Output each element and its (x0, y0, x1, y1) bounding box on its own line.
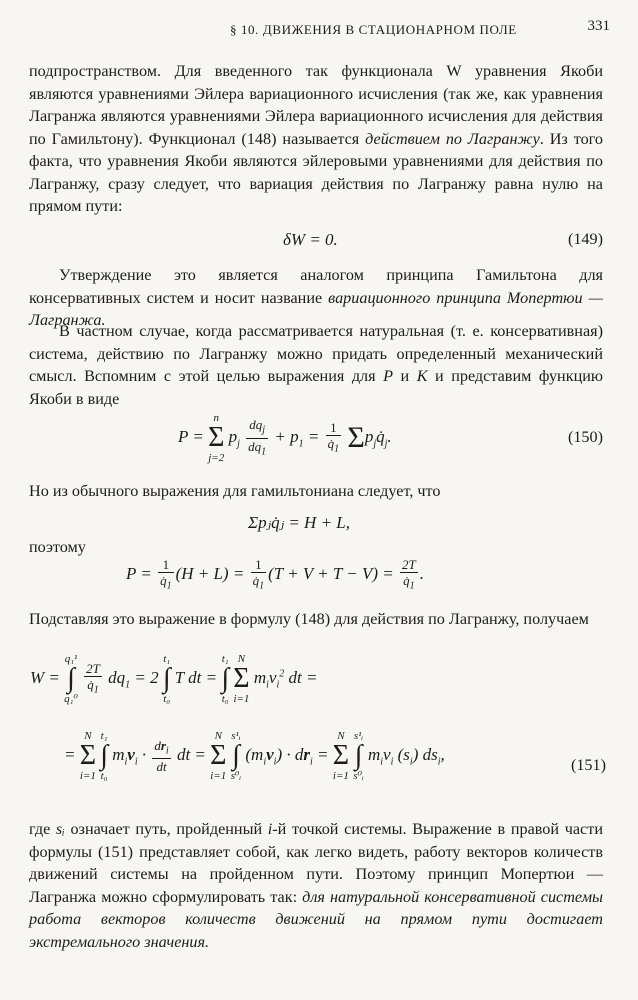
paragraph-7-text-b: означает путь, пройденный (64, 820, 268, 838)
term-lagrange-action: действием по Лагранжу (365, 129, 540, 148)
paragraph-1-text-b: . Из того факта, что уравнения Якоби являются эйлеровыми уравнениями для действия по Лагранжу, сразу следует, что вариация действия по Лагранжу равна нулю на прямом пути: (29, 129, 604, 215)
page-header (0, 14, 638, 40)
paragraph-4: Но из обычного выражения для гамильтониана следует, что (29, 482, 441, 500)
term-variational-principle: вариационного принципа Мопертюи — Лагранжа. (29, 288, 603, 329)
page-number: 331 (587, 18, 610, 34)
paragraph-3-text-a: В частном случае, когда рассматривается натуральная (т. е. консервативная) система, действию по Лагранжу можно придать определенный механический смысл. Вспомним с этой целью выражения для (29, 322, 603, 385)
paragraph-7-text-c: -й точкой системы. Выражение в правой части формулы (151) представляет собой, как легко видеть, работу векторов количеств движений системы на пройденном пути. Поэтому принцип Мопертюи — Лагранжа можно сформулировать так: (29, 820, 603, 906)
paragraph-1-text-a: подпространством. Для введенного так функционала W уравнения Якоби являются уравнениями Эйлера вариационного исчисления (так же, как уравнения Лагранжа являются уравнениями Эйлера вариационного исчисления для действия по Гамильтону). Функционал (148) называется (29, 62, 603, 148)
equation-151-line2: = N Σ i=1 t₁ ∫ t₀ $m_iv_i$ · $\frac{dr_i}{dt}$ dt = N Σ i=1 s¹ᵢ ∫ s⁰ᵢ $(m_iv_i) \cdot dr_i = N$ Σ i=1 s¹ᵢ ∫ s⁰ᵢ $m_iv_i$ $(s_i)$ $ds_i$, (64, 730, 445, 782)
equation-149-number: (149) (567, 230, 603, 248)
symbol-P: P (383, 367, 393, 385)
equation-151-line1: W = q₁¹ ∫ q₁⁰ $\frac{2T}{q̇_1}$ $dq_1 = 2$ t₁ ∫ t₀ T dt = t₁ ∫ t₀ N Σ i=1 $m_iv_i^2$ dt = (30, 653, 318, 705)
symbol-s-i: sᵢ (55, 820, 65, 838)
equation-sum-pq: Σpⱼq̇ⱼ = H + L, (248, 513, 351, 532)
symbol-i: i (267, 820, 273, 838)
paragraph-5: поэтому (29, 538, 86, 556)
symbol-K: K (416, 367, 428, 385)
equation-149: δW = 0. (283, 230, 338, 249)
paragraph-1 (29, 60, 603, 218)
equation-P-expression: P = $\frac{1}{q̇_1}$ (H + L) = $\frac{1}{q̇_1}$ (T + V + T − V) = $\frac{2T}{q̇_1}$ . (126, 557, 425, 592)
principle-statement: для натуральной консервативной системы работа векторов количеств движений на прямом пути достигает экстремального значения. (29, 887, 603, 951)
paragraph-3 (29, 320, 603, 410)
paragraph-7-text-a: где (29, 820, 56, 838)
paragraph-3-text-mid: и (392, 367, 417, 385)
paragraph-7 (29, 818, 603, 953)
equation-150: P = n Σ j=2 $p_j$ $\frac{dq_j}{dq_1}$ + $p_1$ = $\frac{1}{q̇_1}$ $\Sigma p_jq̇_j$. (178, 412, 392, 464)
running-title: § 10. ДВИЖЕНИЯ В СТАЦИОНАРНОМ ПОЛЕ (230, 22, 517, 37)
paragraph-3-text-b: и представим функцию Якоби в виде (29, 367, 603, 408)
paragraph-6: Подставляя это выражение в формулу (148) для действия по Лагранжу, получаем (29, 610, 589, 628)
paragraph-2-text: Утверждение это является аналогом принципа Гамильтона для консервативных систем и носит название (29, 266, 603, 307)
equation-150-number: (150) (567, 428, 603, 446)
equation-151-number: (151) (570, 756, 606, 774)
